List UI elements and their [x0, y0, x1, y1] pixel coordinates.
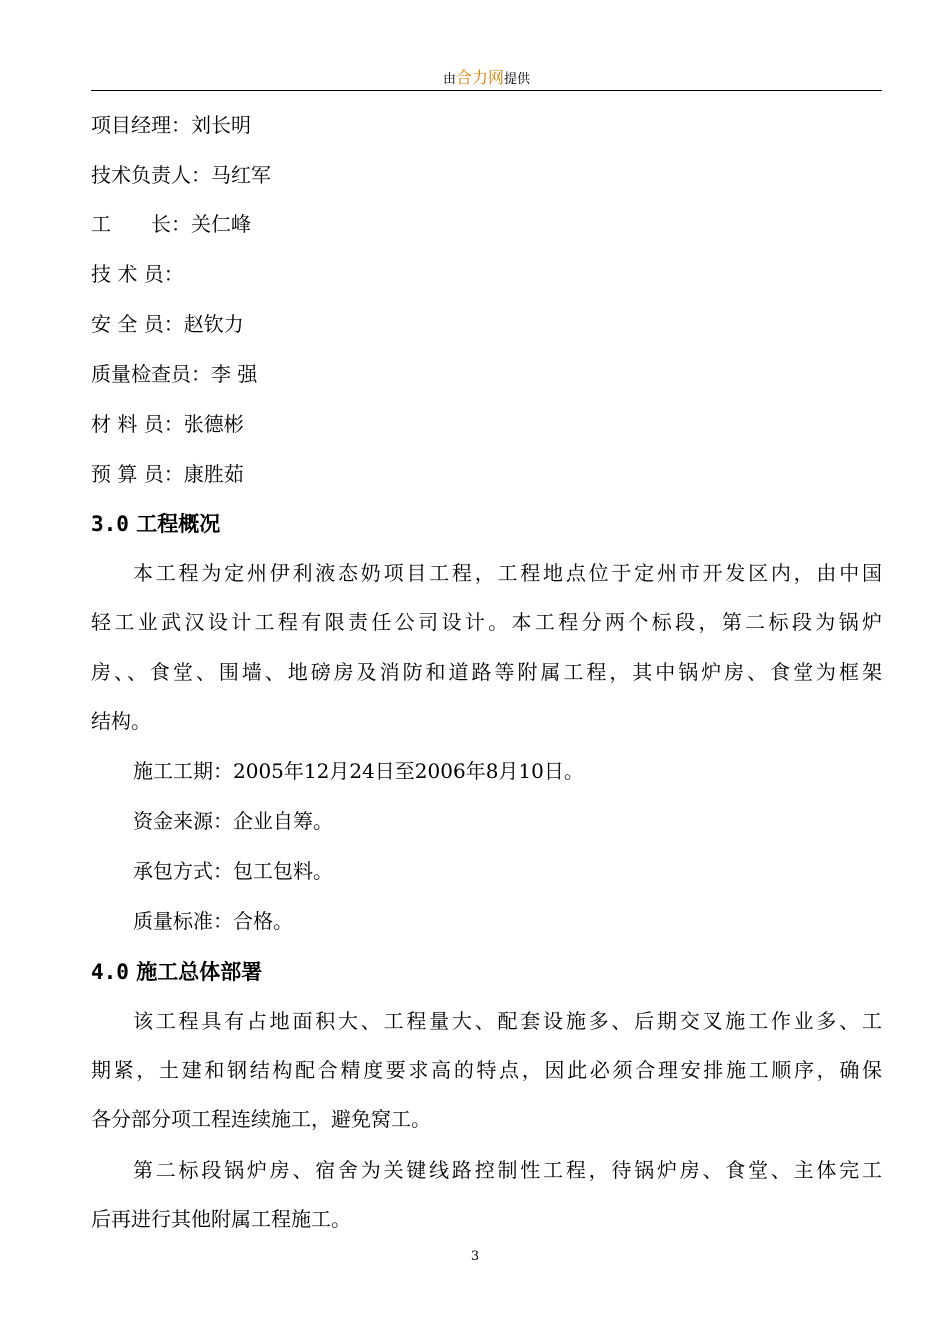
staff-role: 质量检查员： — [91, 362, 211, 386]
staff-role: 预 算 员： — [91, 462, 184, 486]
section-heading — [91, 958, 262, 986]
contract-method: 承包方式：包工包料。 — [133, 859, 333, 883]
staff-name: 张德彬 — [183, 412, 244, 436]
paragraph-line: 后再进行其他附属工程施工。 — [91, 1207, 351, 1231]
page-header — [91, 66, 882, 91]
staff-line — [91, 162, 271, 188]
funding-source: 资金来源：企业自筹。 — [133, 809, 333, 833]
staff-role: 材 料 员： — [91, 412, 184, 436]
page-number: 3 — [470, 1249, 480, 1264]
staff-line — [91, 311, 244, 337]
staff-line — [91, 261, 184, 287]
staff-name: 康胜茹 — [183, 462, 244, 486]
staff-role: 技 术 员： — [91, 262, 184, 286]
section-number: 3.0 — [91, 512, 129, 536]
paragraph-line: 轻工业武汉设计工程有限责任公司设计。本工程分两个标段，第二标段为锅炉 — [91, 610, 882, 634]
section-title: 施工总体部署 — [136, 959, 263, 984]
staff-name: 关仁峰 — [191, 212, 251, 236]
header-prefix: 由 — [442, 72, 456, 87]
staff-line — [91, 211, 251, 237]
paragraph-line: 各分部分项工程连续施工，避免窝工。 — [91, 1107, 431, 1131]
section-number: 4.0 — [91, 960, 129, 984]
staff-role: 项目经理： — [91, 113, 191, 137]
paragraph-line: 房、、食堂、围墙、地磅房及消防和道路等附属工程，其中锅炉房、食堂为框架 — [91, 660, 882, 684]
staff-name: 李 强 — [211, 362, 258, 386]
header-suffix: 提供 — [504, 72, 531, 87]
staff-line — [91, 411, 244, 437]
quality-standard: 质量标准：合格。 — [133, 909, 293, 933]
header-brand: 合力网 — [455, 68, 504, 87]
section-title: 工程概况 — [136, 511, 221, 536]
staff-line — [91, 361, 257, 387]
staff-role: 安 全 员： — [91, 312, 184, 336]
staff-line — [91, 112, 251, 138]
construction-period: 施工工期：2005年12月24日至2006年8月10日。 — [133, 759, 584, 783]
staff-role: 技术负责人： — [91, 163, 211, 187]
staff-name: 赵钦力 — [183, 312, 244, 336]
staff-role: 工 长： — [91, 212, 191, 236]
staff-name: 刘长明 — [191, 113, 251, 137]
paragraph-line: 本工程为定州伊利液态奶项目工程，工程地点位于定州市开发区内，由中国 — [133, 561, 882, 585]
staff-line — [91, 461, 244, 487]
paragraph-line: 结构。 — [91, 709, 151, 733]
paragraph-line: 期紧，土建和钢结构配合精度要求高的特点，因此必须合理安排施工顺序，确保 — [91, 1058, 882, 1082]
section-heading — [91, 510, 220, 538]
paragraph-line: 该工程具有占地面积大、工程量大、配套设施多、后期交叉施工作业多、工 — [133, 1009, 882, 1033]
staff-name: 马红军 — [211, 163, 271, 187]
paragraph-line: 第二标段锅炉房、宿舍为关键线路控制性工程，待锅炉房、食堂、主体完工 — [133, 1158, 882, 1182]
